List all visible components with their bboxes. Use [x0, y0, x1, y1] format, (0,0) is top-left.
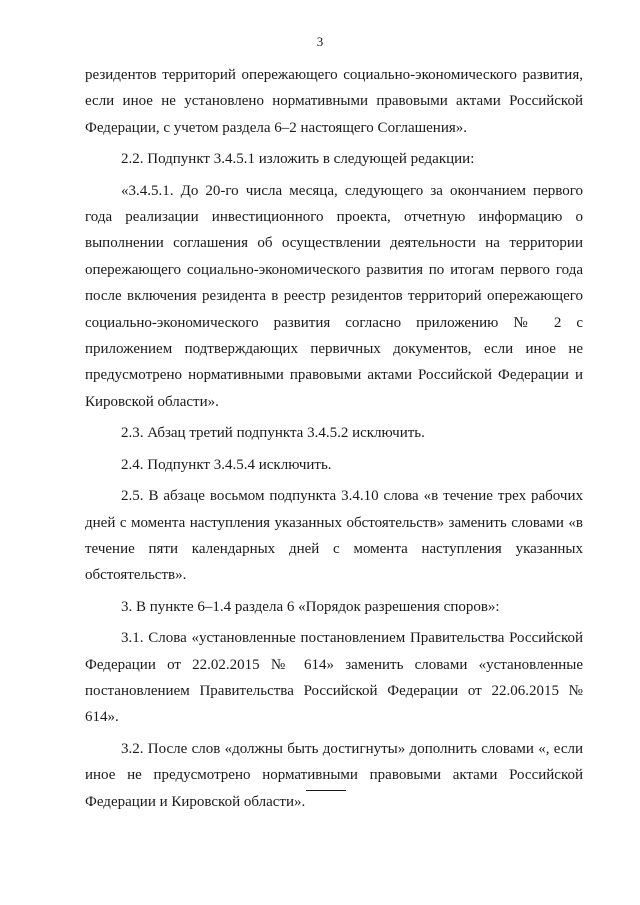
- paragraph-2-5: 2.5. В абзаце восьмом подпункта 3.4.10 слова «в течение трех рабочих дней с момента наступления указанных обстоятельств» заменить словами «в течение пяти календарных дней с момента наступления указанных обстоятельств».: [85, 488, 583, 584]
- paragraph-2-2: 2.2. Подпункт 3.4.5.1 изложить в следующей редакции:: [121, 151, 475, 168]
- page-number: 3: [316, 34, 324, 49]
- document-body: [85, 62, 583, 820]
- end-of-document-rule: [306, 790, 346, 791]
- paragraph-3: 3. В пункте 6–1.4 раздела 6 «Порядок разрешения споров»:: [121, 598, 500, 615]
- paragraph-quoted-3-4-5-1: «3.4.5.1. До 20-го числа месяца, следующего за окончанием первого года реализации инвестиционного проекта, отчетную информацию о выполнении соглашения об осуществлении деятельности на территории опережающего социально-экономического развития по итогам первого года после включения резидента в реестр резидентов территорий опережающего социально-экономического развития согласно приложению № 2 с приложением подтверждающих первичных документов, если иное не предусмотрено нормативными правовыми актами Российской Федерации и Кировской области».: [85, 182, 583, 410]
- paragraph-2-4: 2.4. Подпункт 3.4.5.4 исключить.: [121, 456, 332, 473]
- paragraph-continuation: резидентов территорий опережающего социально-экономического развития, если иное не установлено нормативными правовыми актами Российской Федерации, с учетом раздела 6–2 настоящего Соглашения».: [85, 67, 583, 136]
- paragraph-3-1: 3.1. Слова «установленные постановлением Правительства Российской Федерации от 22.02.2015 № 614» заменить словами «установленные постановлением Правительства Российской Федерации от 22.06.2015 № 614».: [85, 630, 583, 726]
- paragraph-2-3: 2.3. Абзац третий подпункта 3.4.5.2 исключить.: [121, 425, 425, 442]
- paragraph-3-2: 3.2. После слов «должны быть достигнуты» дополнить словами «, если иное не предусмотрено нормативными правовыми актами Российской Федерации и Кировской области».: [85, 740, 583, 810]
